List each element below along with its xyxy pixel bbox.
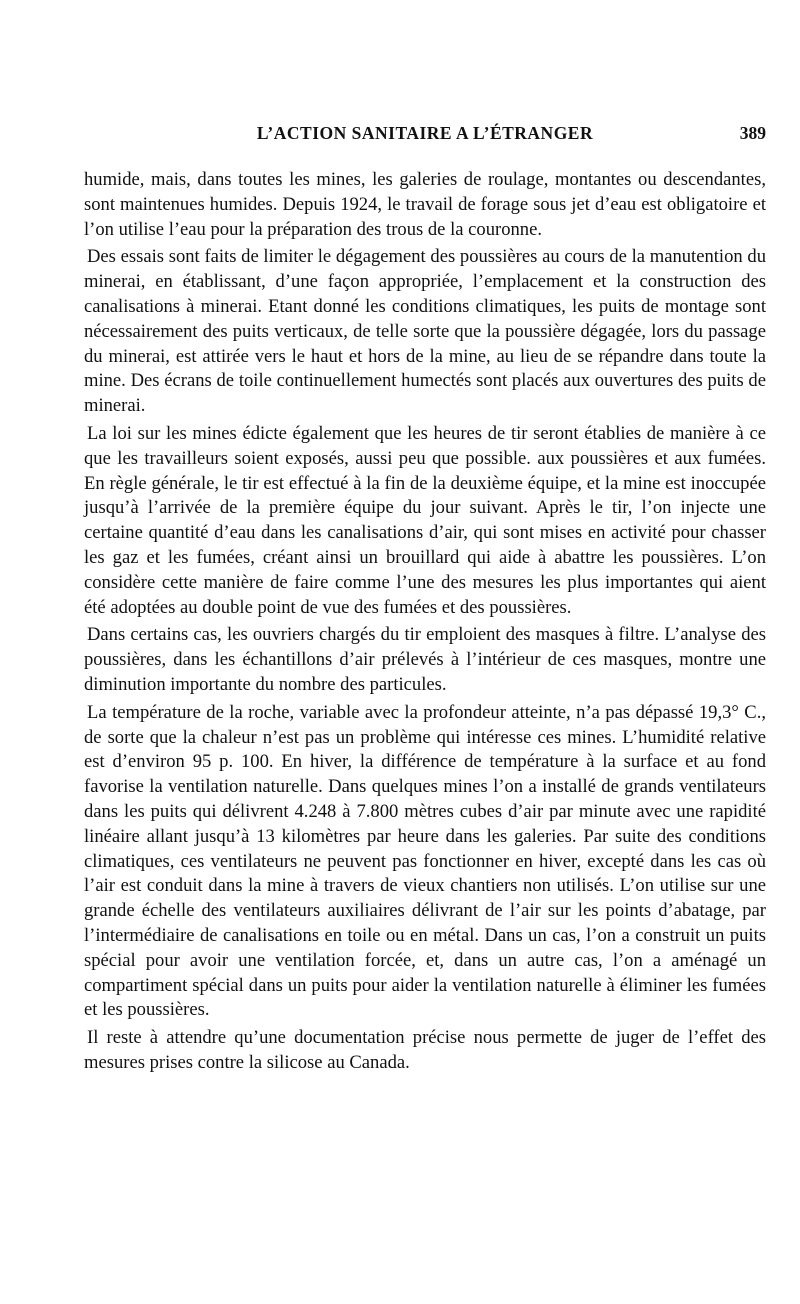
paragraph-continuation: humide, mais, dans toutes les mines, les galeries de roulage, montantes ou descendantes, sont maintenues humides. Depuis 1924, le travail de forage sous jet d’eau est obligatoire et l’on utilise l’eau pour la préparation des trous de la couronne. [84,169,766,240]
paragraph-masks: Dans certains cas, les ouvriers chargés du tir emploient des masques à filtre. L’analyse des poussières, dans les échantillons d’air prélevés à l’intérieur de ces masques, montre une diminution importante du nombre des particules. [84,624,766,695]
paragraph-dust-handling: Des essais sont faits de limiter le dégagement des poussières au cours de la manutention du minerai, en établissant, d’une façon appropriée, l’emplacement et la construction des canalisations à minerai. Etant donné les conditions climatiques, les puits de montage sont nécessairement des puits verticaux, de telle sorte que la poussière dégagée, lors du passage du minerai, est attirée vers le haut et hors de la mine, au lieu de se répandre dans toute la mine. Des écrans de toile continuellement humectés sont placés aux ouvertures des puits de minerai. [84,246,766,417]
body-text [84,168,766,1079]
running-title: L’ACTION SANITAIRE A L’ÉTRANGER [256,123,594,143]
paragraph-blasting-law: La loi sur les mines édicte également que les heures de tir seront établies de manière à ce que les travailleurs soient exposés, aussi peu que possible. aux poussières et aux fumées. En règle générale, le tir est effectué à la fin de la deuxième équipe, et la mine est inoccupée jusqu’à l’arrivée de la première équipe du jour suivant. Après le tir, l’on injecte une certaine quantité d’eau dans les canalisations d’air, qui sont mises en activité pour chasser les gaz et les fumées, créant ainsi un brouillard qui aide à abattre les poussières. L’on considère cette manière de faire comme l’une des mesures les plus importantes qui aient été adoptées au double point de vue des fumées et des poussières. [84,422,766,618]
page-number: 389 [739,123,766,143]
paragraph-ventilation: La température de la roche, variable avec la profondeur atteinte, n’a pas dépassé 19,3° C., de sorte que la chaleur n’est pas un problème qui intéresse ces mines. L’humidité relative est d’environ 95 p. 100. En hiver, la différence de température à la surface et au fond favorise la ventilation naturelle. Dans quelques mines l’on a installé de grands ventilateurs dans les puits qui délivrent 4.248 à 7.800 mètres cubes d’air par minute avec une rapidité linéaire allant jusqu’à 13 kilomètres par heure dans les galeries. Par suite des conditions climatiques, ces ventilateurs ne peuvent pas fonctionner en hiver, excepté dans les cas où l’air est conduit dans la mine à travers de vieux chantiers non utilisés. L’on utilise sur une grande échelle des ventilateurs auxiliaires délivrant de l’air sur les points d’abatage, par l’intermédiaire de canalisations en toile ou en métal. Dans un cas, l’on a construit un puits spécial pour avoir une ventilation forcée, et, dans un autre cas, l’on a aménagé un compartiment spécial dans un puits pour aider la ventilation naturelle à éliminer les fumées et les poussières. [84,701,766,1021]
page-header [84,123,766,149]
paragraph-conclusion: Il reste à attendre qu’une documentation précise nous permette de juger de l’effet des mesures prises contre la silicose au Canada. [84,1027,766,1073]
